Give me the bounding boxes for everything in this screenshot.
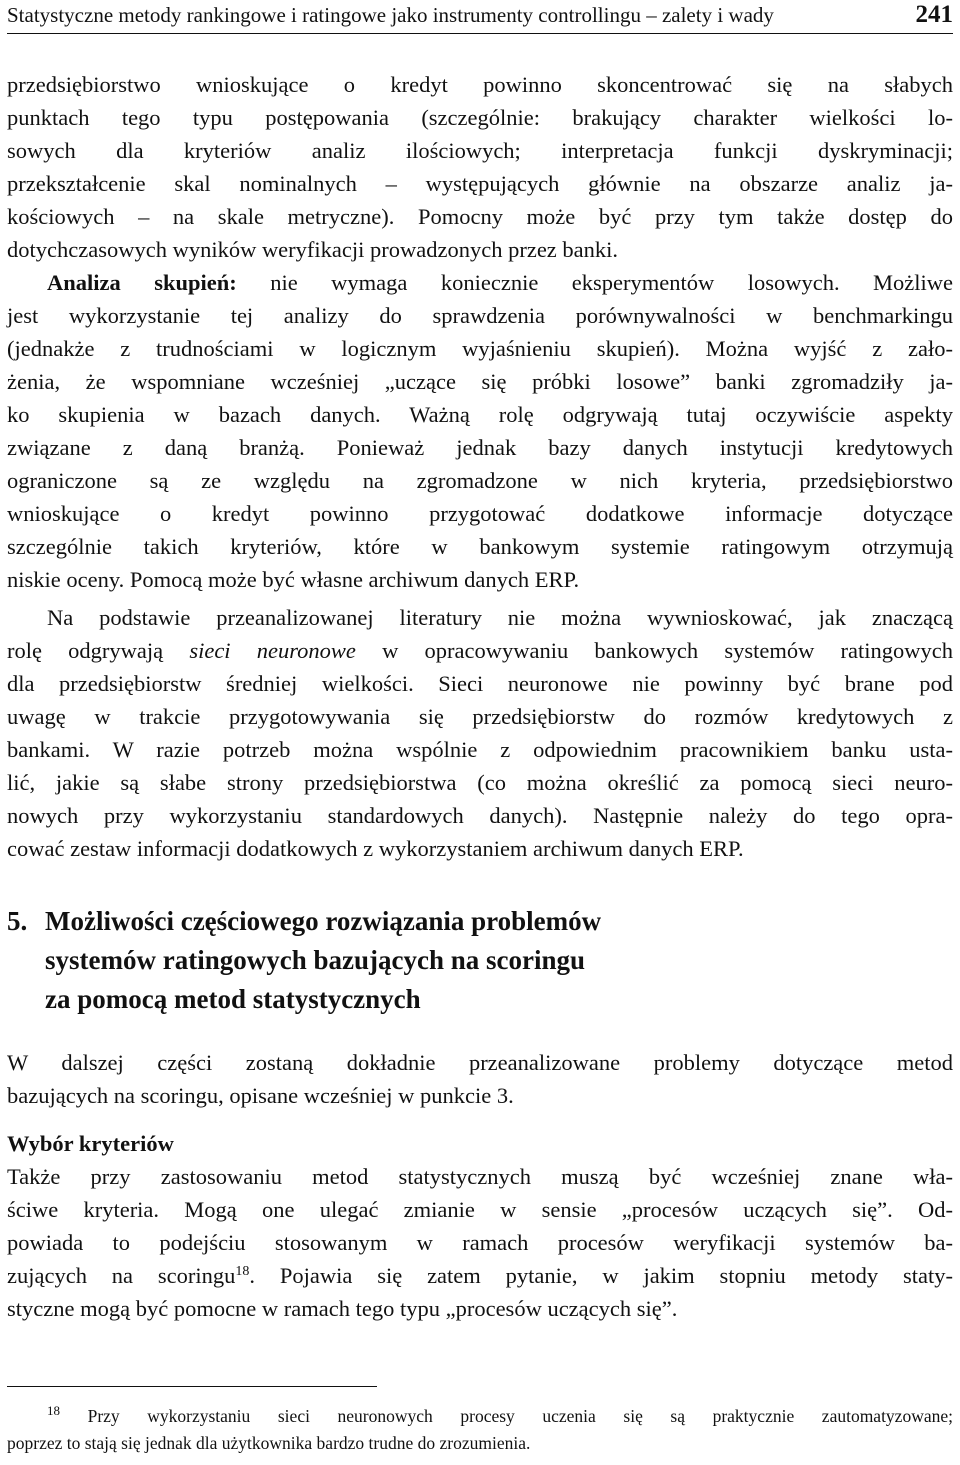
running-header	[7, 3, 953, 31]
footnote-reference: 18	[235, 1264, 250, 1279]
running-title: Statystyczne metody rankingowe i ratingowe jako instrumenty controllingu – zalety i wady	[7, 3, 774, 27]
text-line: bankami. W razie potrzeb można wspólnie z odpowiednim pracownikiem banku usta-	[7, 737, 953, 762]
text-line: nowych przy wykorzystaniu standardowych danych). Następnie należy do tego opra-	[7, 803, 953, 828]
footnote-mark: 18	[47, 1403, 60, 1418]
page-number: 241	[915, 1, 953, 28]
heading-text: Możliwości częściowego rozwiązania problemów	[45, 906, 602, 936]
footnote	[7, 1403, 953, 1457]
subsection-criteria	[7, 1127, 953, 1325]
text-line: uwagę w trakcie przygotowywania się przedsiębiorstw do rozmów kredytowych z	[7, 704, 953, 729]
text-line: powiada to podejściu stosowanym w ramach procesów weryfikacji systemów ba-	[7, 1230, 953, 1255]
paragraph-intro	[7, 1046, 953, 1112]
text-line: bazujących na scoringu, opisane wcześniej w punkcie 3.	[7, 1083, 514, 1108]
text-line: W dalszej części zostaną dokładnie przeanalizowane problemy dotyczące metod	[7, 1050, 953, 1075]
text-line: związane z daną branżą. Ponieważ jednak bazy danych instytucji kredytowych	[7, 435, 953, 460]
text-line: kościowych – na skale metryczne). Pomocny może być przy tym także dostęp do	[7, 204, 953, 229]
text-line: sowych dla kryteriów analiz ilościowych; interpretacja funkcji dyskryminacji;	[7, 138, 953, 163]
text-line: dla przedsiębiorstw średniej wielkości. Sieci neuronowe nie powinny być brane pod	[7, 671, 953, 696]
cluster-analysis-term: Analiza skupień:	[47, 270, 237, 295]
footnote-line: poprzez to stają się jednak dla użytkownika bardzo trudne do zrozumienia.	[7, 1433, 531, 1453]
text-line: szczególnie takich kryteriów, które w bankowym systemie ratingowym otrzymują	[7, 534, 953, 559]
text-fragment: zujących na scoringu	[7, 1263, 236, 1288]
footnote-rule	[7, 1386, 377, 1387]
text-line: (jednakże z trudnościami w logicznym wyjaśnieniu skupień). Można wyjść z zało-	[7, 336, 953, 361]
neural-networks-term: sieci neuronowe	[189, 638, 356, 663]
text-line: jest wykorzystanie tej analizy do sprawdzenia porównywalności w benchmarkingu	[7, 303, 953, 328]
text-line: niskie oceny. Pomocą może być własne archiwum danych ERP.	[7, 567, 580, 592]
text-line: żenia, że wspomniane wcześniej „uczące się próbki losowe” banki zgromadziły ja-	[7, 369, 953, 394]
heading-line: za pomocą metod statystycznych	[45, 984, 421, 1014]
text-line: przekształcenie skal nominalnych – występujących głównie na obszarze analiz ja-	[7, 171, 953, 196]
text-line: styczne mogą być pomocne w ramach tego typu „procesów uczących się”.	[7, 1296, 678, 1321]
heading-line: systemów ratingowych bazujących na scoringu	[45, 945, 585, 975]
text-line: wnioskujące o kredyt powinno przygotować dodatkowe informacje dotyczące	[7, 501, 953, 526]
text-line: ograniczone są ze względu na zgromadzone w nich kryteria, przedsiębiorstwo	[7, 468, 953, 493]
text-line: dotychczasowych wyników weryfikacji prowadzonych przez banki.	[7, 237, 619, 262]
text-line: Na podstawie przeanalizowanej literatury nie można wywnioskować, jak znaczącą	[47, 605, 953, 630]
text-line: przedsiębiorstwo wnioskujące o kredyt powinno skoncentrować się na słabych	[7, 72, 953, 97]
paragraph-neural-networks	[7, 601, 953, 865]
footnote-text: Przy wykorzystaniu sieci neuronowych procesy uczenia się są praktycznie zautomatyzowane;	[60, 1406, 953, 1426]
text-line	[7, 634, 953, 667]
text-fragment: w opracowywaniu bankowych systemów ratingowych	[355, 638, 953, 663]
text-line: ko skupienia w bazach danych. Ważną rolę odgrywają tutaj oczywiście aspekty	[7, 402, 953, 427]
text-line: lić, jakie są słabe strony przedsiębiorstwa (co można określić za pomocą sieci neuro-	[7, 770, 953, 795]
text-line: ściwe kryteria. Mogą one ulegać zmianie w sensie „procesów uczących się”. Od-	[7, 1197, 953, 1222]
section-heading	[7, 902, 953, 1019]
text-line	[7, 266, 953, 299]
text-line: Także przy zastosowaniu metod statystycznych muszą być wcześniej znane wła-	[7, 1164, 953, 1189]
header-rule	[7, 33, 953, 34]
subsection-title: Wybór kryteriów	[7, 1131, 174, 1156]
text-line: cować zestaw informacji dodatkowych z wykorzystaniem archiwum danych ERP.	[7, 836, 744, 861]
paragraph-continuation	[7, 68, 953, 596]
text-fragment: nie wymaga koniecznie eksperymentów losowych. Możliwe	[236, 270, 954, 295]
text-line: punktach tego typu postępowania (szczególnie: brakujący charakter wielkości lo-	[7, 105, 953, 130]
heading-line	[7, 902, 953, 941]
footnote-line	[7, 1403, 953, 1430]
section-number: 5.	[7, 906, 28, 936]
text-line	[7, 1259, 953, 1292]
text-fragment: rolę odgrywają	[7, 638, 190, 663]
text-fragment: . Pojawia się zatem pytanie, w jakim stopniu metody staty-	[249, 1263, 953, 1288]
